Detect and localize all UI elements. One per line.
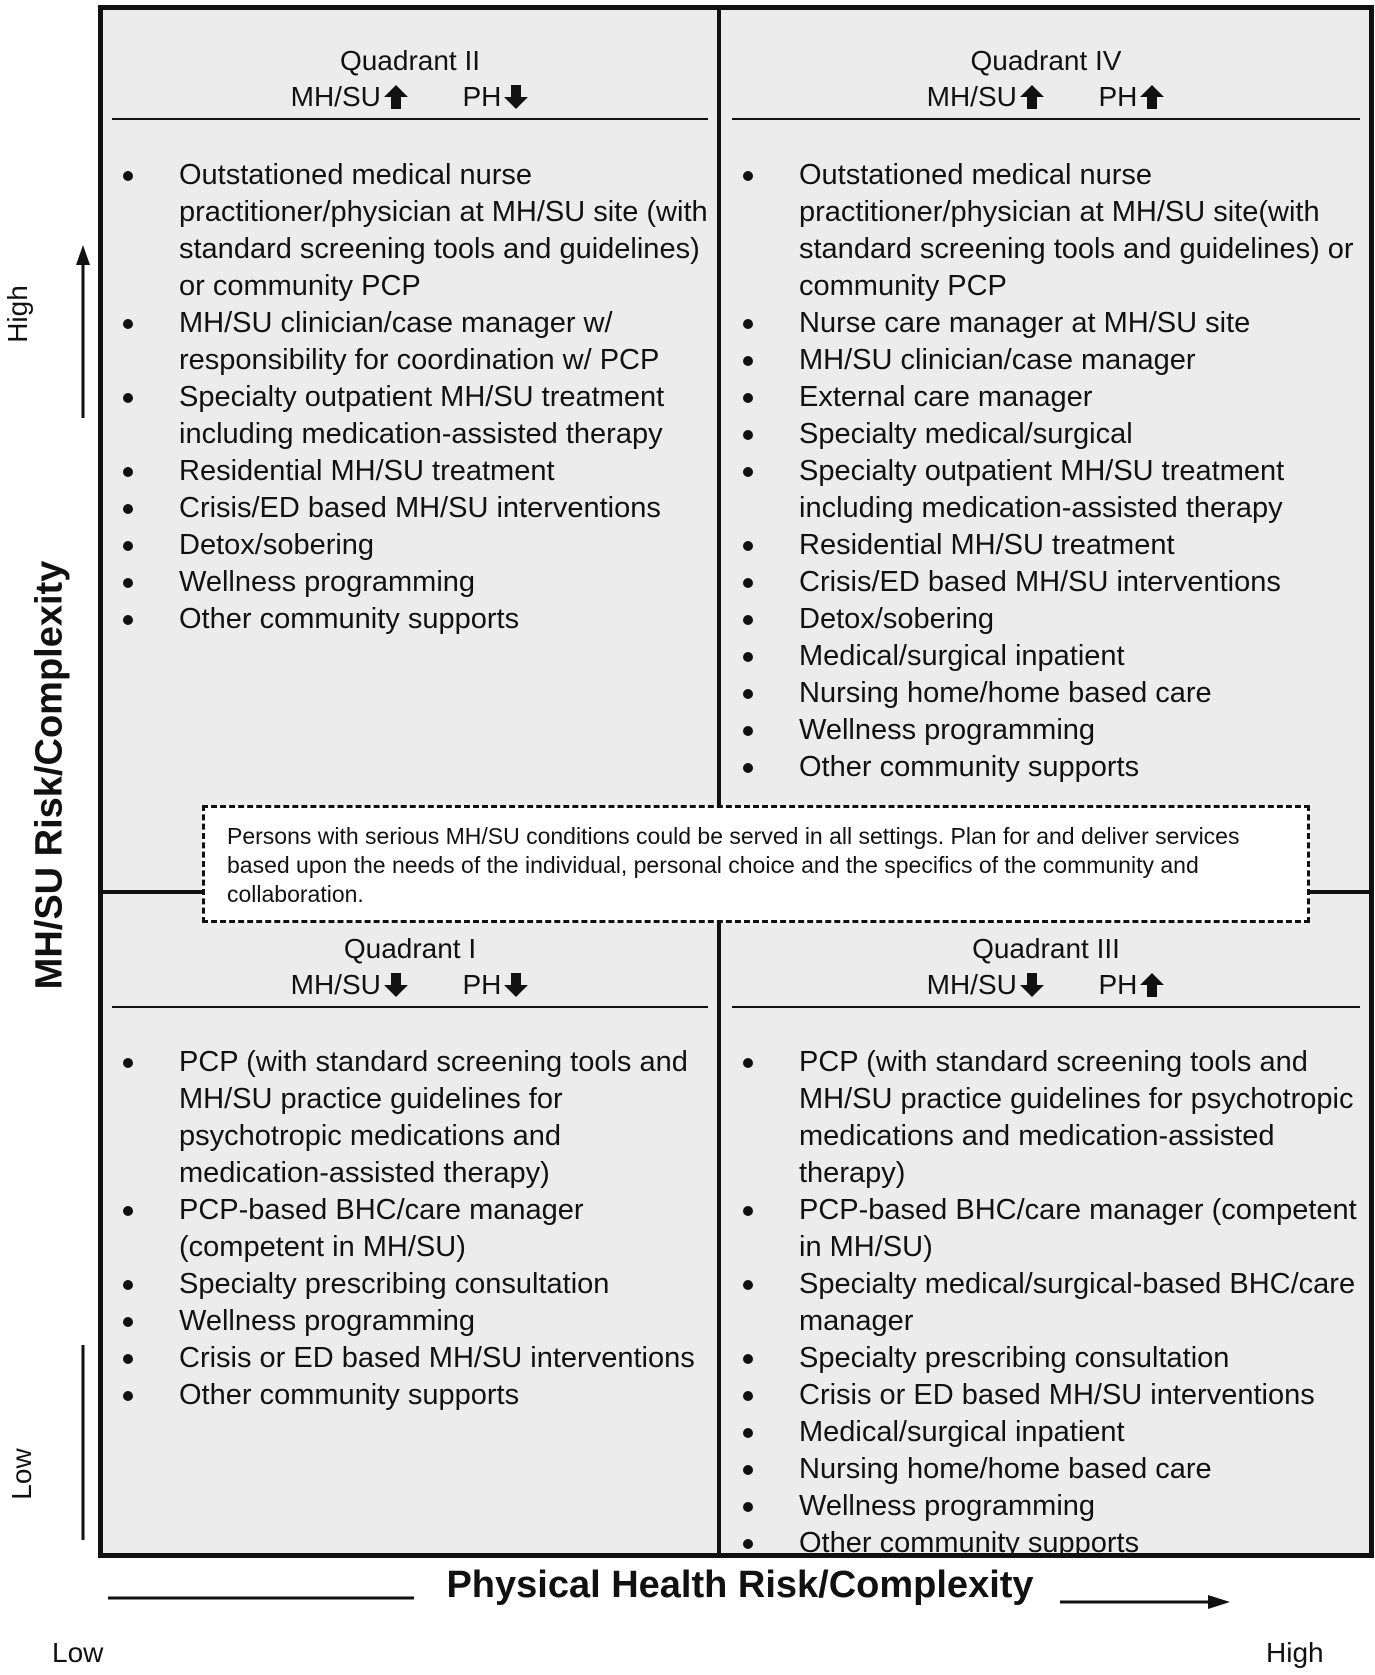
bullet-icon xyxy=(123,1058,133,1068)
service-item-text: Outstationed medical nurse practitioner/physician at MH/SU site (with standard screening tools and guidelines) or community PCP xyxy=(179,159,708,302)
quadrant-header-rule xyxy=(112,118,708,120)
service-item xyxy=(725,1192,1370,1266)
service-item xyxy=(725,1044,1370,1192)
quadrant-4 xyxy=(732,44,1360,120)
bullet-icon xyxy=(123,1317,133,1327)
risk-indicators xyxy=(112,966,708,1000)
service-item xyxy=(105,564,715,601)
bullet-icon xyxy=(743,652,753,662)
quadrant-header-rule xyxy=(732,1006,1360,1008)
service-item-text: Residential MH/SU treatment xyxy=(179,455,555,487)
mh-su-label: MH/SU xyxy=(926,80,1017,112)
service-item-text: MH/SU clinician/case manager xyxy=(799,344,1196,376)
service-item xyxy=(105,490,715,527)
service-item xyxy=(725,1451,1370,1488)
service-item-text: Crisis or ED based MH/SU interventions xyxy=(799,1379,1315,1411)
bullet-icon xyxy=(743,467,753,477)
service-item xyxy=(725,675,1370,712)
quadrant-4-services xyxy=(725,157,1370,786)
service-item-text: PCP-based BHC/care manager (competent in MH/SU) xyxy=(799,1194,1357,1263)
service-item xyxy=(725,527,1370,564)
x-axis-arrowhead-icon xyxy=(1208,1595,1230,1609)
risk-indicators xyxy=(732,966,1360,1000)
arrow-up-icon xyxy=(1139,972,1165,998)
ph-label: PH xyxy=(1098,968,1138,1000)
bullet-icon xyxy=(743,1058,753,1068)
service-item-text: Residential MH/SU treatment xyxy=(799,529,1175,561)
service-item-text: Specialty medical/surgical xyxy=(799,418,1133,450)
vertical-divider xyxy=(717,5,721,1558)
service-item-text: Wellness programming xyxy=(799,1490,1096,1522)
serious-conditions-note: Persons with serious MH/SU conditions could be served in all settings. Plan for and deliver services based upon the needs of the individual, personal choice and the specifics of the community and collaboration. xyxy=(202,805,1310,923)
service-item-text: Other community supports xyxy=(799,751,1140,783)
bullet-icon xyxy=(123,1206,133,1216)
service-item xyxy=(105,1377,715,1414)
bullet-icon xyxy=(123,319,133,329)
service-item-text: Medical/surgical inpatient xyxy=(799,640,1125,672)
service-item-text: External care manager xyxy=(799,381,1093,413)
arrow-up-icon xyxy=(1019,84,1045,110)
service-item xyxy=(105,1192,715,1266)
bullet-icon xyxy=(123,171,133,181)
bullet-icon xyxy=(123,393,133,403)
service-item xyxy=(105,1303,715,1340)
service-item-text: Specialty medical/surgical-based BHC/care manager xyxy=(799,1268,1356,1337)
service-item xyxy=(725,712,1370,749)
bullet-icon xyxy=(743,1539,753,1549)
bullet-icon xyxy=(743,726,753,736)
service-item xyxy=(105,601,715,638)
arrow-down-icon xyxy=(503,972,529,998)
service-item-text: Specialty prescribing consultation xyxy=(799,1342,1230,1374)
service-item-text: Medical/surgical inpatient xyxy=(799,1416,1125,1448)
bullet-icon xyxy=(743,689,753,699)
quadrant-1-services xyxy=(105,1044,715,1414)
bullet-icon xyxy=(743,1280,753,1290)
service-item xyxy=(105,453,715,490)
service-item-text: Specialty outpatient MH/SU treatment including medication-assisted therapy xyxy=(179,381,665,450)
service-item-text: Crisis or ED based MH/SU interventions xyxy=(179,1342,695,1374)
arrow-down-icon xyxy=(503,84,529,110)
arrow-down-icon xyxy=(1019,972,1045,998)
service-item-text: Wellness programming xyxy=(799,714,1096,746)
service-item-text: Detox/sobering xyxy=(799,603,995,635)
quadrant-3-services xyxy=(725,1044,1370,1562)
y-axis-arrowhead-icon xyxy=(76,245,90,265)
service-item xyxy=(725,416,1370,453)
x-axis-high-label: High xyxy=(1266,1637,1324,1668)
service-item-text: PCP (with standard screening tools and MH/SU practice guidelines for psychotropic medications and medication-assisted therapy) xyxy=(179,1046,688,1189)
bullet-icon xyxy=(743,763,753,773)
quadrant-2-services xyxy=(105,157,715,638)
service-item xyxy=(725,305,1370,342)
service-item xyxy=(105,1340,715,1377)
bullet-icon xyxy=(743,1391,753,1401)
service-item-text: Wellness programming xyxy=(179,1305,476,1337)
service-item-text: Specialty prescribing consultation xyxy=(179,1268,610,1300)
quadrant-3 xyxy=(732,932,1360,1008)
service-item xyxy=(725,379,1370,416)
service-item-text: Crisis/ED based MH/SU interventions xyxy=(799,566,1281,598)
service-item xyxy=(725,1266,1370,1340)
bullet-icon xyxy=(743,1502,753,1512)
service-item xyxy=(105,157,715,305)
bullet-icon xyxy=(123,467,133,477)
service-item xyxy=(105,305,715,379)
ph-label: PH xyxy=(462,968,502,1000)
arrow-up-icon xyxy=(383,84,409,110)
x-axis-title: Physical Health Risk/Complexity xyxy=(446,1564,1034,1606)
quadrant-title: Quadrant II xyxy=(339,45,481,76)
risk-indicators xyxy=(112,78,708,112)
service-item xyxy=(105,379,715,453)
service-item-text: Other community supports xyxy=(179,603,520,635)
service-item-text: MH/SU clinician/case manager w/ responsibility for coordination w/ PCP xyxy=(179,307,660,376)
bullet-icon xyxy=(123,504,133,514)
bullet-icon xyxy=(123,1391,133,1401)
service-item-text: Nursing home/home based care xyxy=(799,677,1212,709)
service-item xyxy=(725,1377,1370,1414)
bullet-icon xyxy=(743,1354,753,1364)
service-item xyxy=(725,1340,1370,1377)
service-item xyxy=(725,1414,1370,1451)
bullet-icon xyxy=(743,541,753,551)
bullet-icon xyxy=(123,578,133,588)
service-item xyxy=(105,527,715,564)
service-item-text: Detox/sobering xyxy=(179,529,375,561)
bullet-icon xyxy=(123,1354,133,1364)
service-item xyxy=(105,1266,715,1303)
quadrant-title: Quadrant IV xyxy=(970,45,1122,76)
quadrant-title: Quadrant III xyxy=(972,933,1120,964)
service-item-text: PCP-based BHC/care manager (competent in MH/SU) xyxy=(179,1194,584,1263)
service-item-text: Other community supports xyxy=(799,1527,1140,1559)
service-item xyxy=(725,157,1370,305)
quadrant-title: Quadrant I xyxy=(343,933,477,964)
risk-indicators xyxy=(732,78,1360,112)
service-item xyxy=(725,1488,1370,1525)
quadrant-header-rule xyxy=(112,1006,708,1008)
mh-su-label: MH/SU xyxy=(926,968,1017,1000)
service-item xyxy=(725,749,1370,786)
x-axis-low-label: Low xyxy=(52,1637,104,1668)
service-item xyxy=(725,342,1370,379)
bullet-icon xyxy=(123,541,133,551)
bullet-icon xyxy=(743,393,753,403)
bullet-icon xyxy=(123,1280,133,1290)
service-item xyxy=(105,1044,715,1192)
service-item-text: Specialty outpatient MH/SU treatment including medication-assisted therapy xyxy=(799,455,1285,524)
service-item-text: Nurse care manager at MH/SU site xyxy=(799,307,1251,339)
ph-label: PH xyxy=(462,80,502,112)
arrow-up-icon xyxy=(1139,84,1165,110)
quadrant-header-rule xyxy=(732,118,1360,120)
service-item xyxy=(725,453,1370,527)
service-item-text: Wellness programming xyxy=(179,566,476,598)
bullet-icon xyxy=(743,1428,753,1438)
bullet-icon xyxy=(743,1206,753,1216)
quadrant-2 xyxy=(112,44,708,120)
bullet-icon xyxy=(743,356,753,366)
quadrant-1 xyxy=(112,932,708,1008)
mh-su-label: MH/SU xyxy=(290,968,381,1000)
service-item-text: Other community supports xyxy=(179,1379,520,1411)
bullet-icon xyxy=(743,578,753,588)
service-item-text: Crisis/ED based MH/SU interventions xyxy=(179,492,661,524)
bullet-icon xyxy=(743,615,753,625)
bullet-icon xyxy=(743,319,753,329)
service-item-text: Outstationed medical nurse practitioner/physician at MH/SU site(with standard screening tools and guidelines) or community PCP xyxy=(799,159,1354,302)
bullet-icon xyxy=(743,171,753,181)
bullet-icon xyxy=(743,430,753,440)
service-item xyxy=(725,638,1370,675)
service-item xyxy=(725,1525,1370,1562)
service-item xyxy=(725,601,1370,638)
bullet-icon xyxy=(123,615,133,625)
mh-su-label: MH/SU xyxy=(290,80,381,112)
service-item-text: Nursing home/home based care xyxy=(799,1453,1212,1485)
service-item xyxy=(725,564,1370,601)
bullet-icon xyxy=(743,1465,753,1475)
ph-label: PH xyxy=(1098,80,1138,112)
service-item-text: PCP (with standard screening tools and MH/SU practice guidelines for psychotropic medications and medication-assisted therapy) xyxy=(799,1046,1354,1189)
arrow-down-icon xyxy=(383,972,409,998)
